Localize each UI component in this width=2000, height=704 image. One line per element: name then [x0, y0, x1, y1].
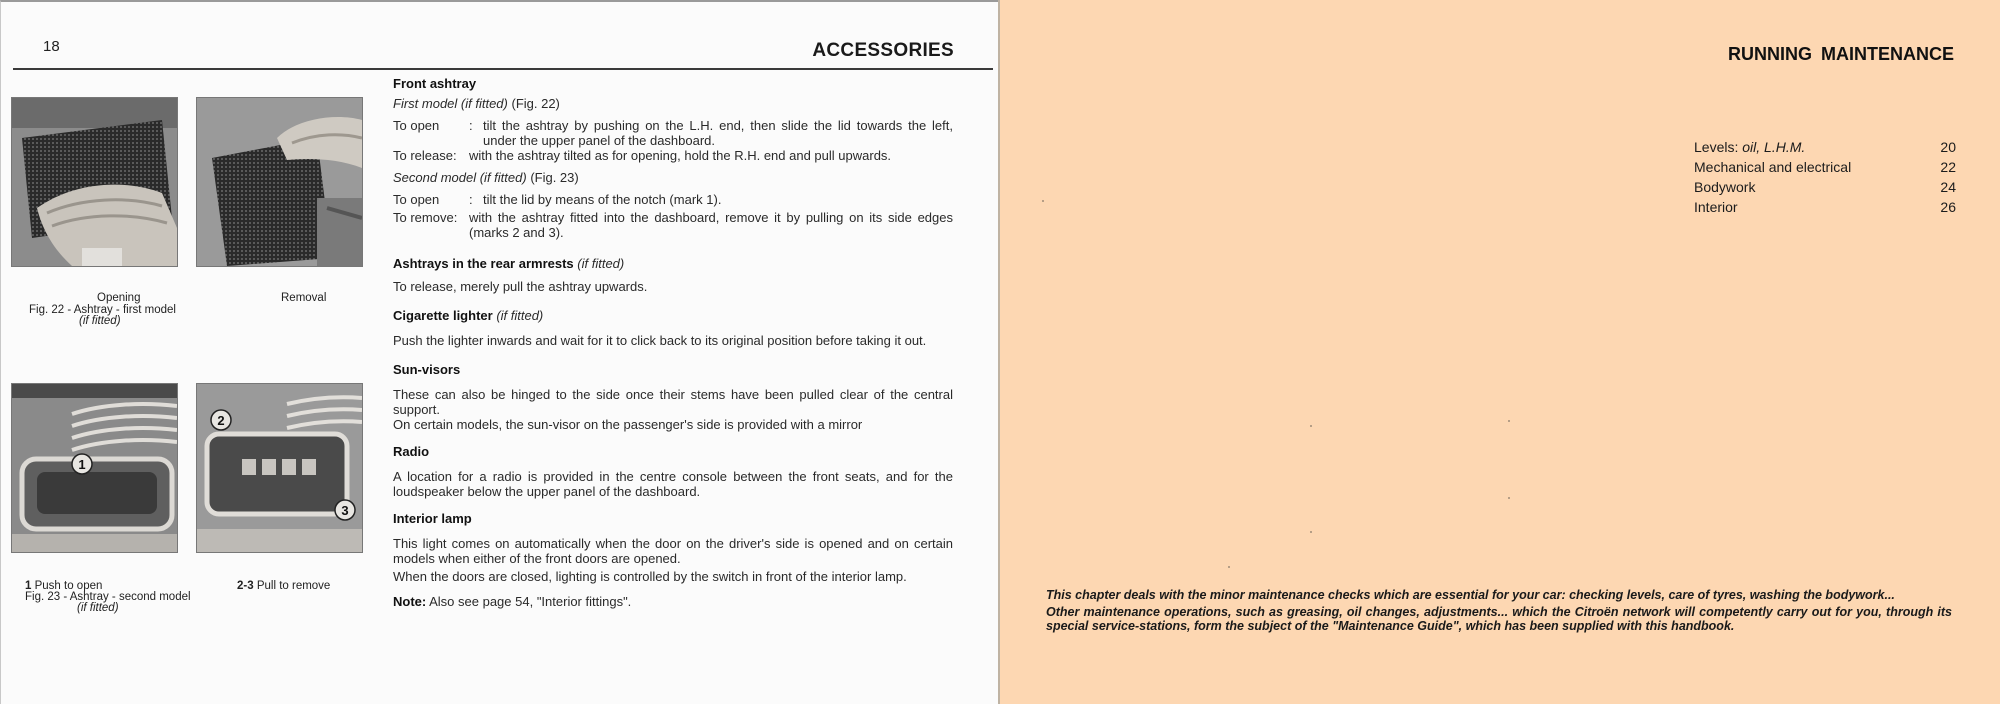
fig23-fitted: (if fitted) — [77, 602, 119, 614]
sun-visors-text2: On certain models, the sun-visor on the passenger's side is provided with a mirror — [393, 417, 863, 432]
front-ashtray-heading: Front ashtray — [393, 76, 477, 91]
first-release-row: To release: with the ashtray tilted as for opening, hold the R.H. end and pull upwards. — [393, 148, 892, 163]
second-model-line: Second model (if fitted) (Fig. 23) — [393, 170, 579, 185]
radio-heading: Radio — [393, 444, 430, 459]
interior-lamp-text2: When the doors are closed, lighting is controlled by the switch in front of the interior lamp. — [393, 569, 907, 584]
rear-ashtrays-text: To release, merely pull the ashtray upwards. — [393, 279, 648, 294]
fig23-title: Fig. 23 - Ashtray - second model — [25, 591, 191, 603]
fig22-opening-photo — [11, 97, 178, 267]
fig22-title: Fig. 22 - Ashtray - first model — [29, 304, 176, 316]
marker-3: 3 — [341, 503, 349, 518]
interior-lamp-text1: This light comes on automatically when the door on the driver's side is opened and on certain models when either of the front doors are opened. — [393, 536, 953, 566]
sun-visors-heading: Sun-visors — [393, 362, 461, 377]
page-number: 18 — [43, 38, 60, 55]
sun-visors-text1: These can also be hinged to the side once their stems have been pulled clear of the central support. — [393, 387, 953, 417]
first-open-row: To open : tilt the ashtray by pushing on the L.H. end, then slide the lid towards the left, under the upper panel of the dashboard. — [393, 118, 953, 148]
text-column — [393, 74, 953, 609]
interior-lamp-heading: Interior lamp — [393, 511, 472, 526]
chapter-note-2: Other maintenance operations, such as greasing, oil changes, adjustments... which the Citroën network will competently carry out for you, through its special service-stations, form the subject of the "Maintenance Guide", which has been supplied with this handbook. — [1046, 605, 1952, 633]
toc-item-levels[interactable]: Levels: oil, L.H.M. 20 — [1694, 139, 1956, 155]
header-rule — [13, 68, 993, 70]
chapter-note-1: This chapter deals with the minor maintenance checks which are essential for your car: checking levels, care of tyres, washing the bodywork... — [1046, 588, 1895, 602]
fig22-removal-photo — [196, 97, 363, 267]
fig23-caption-open: 1 Push to open — [25, 580, 103, 592]
right-page — [1000, 0, 2000, 704]
toc-item-mechanical[interactable]: Mechanical and electrical 22 — [1694, 159, 1956, 175]
paper-speck — [1042, 200, 1044, 202]
second-open-row: To open : tilt the lid by means of the notch (mark 1). — [393, 192, 722, 207]
fig22-caption-opening: Opening — [97, 292, 141, 304]
cigarette-lighter-heading: Cigarette lighter (if fitted) — [393, 308, 544, 323]
paper-speck — [1310, 425, 1312, 427]
paper-speck — [1508, 420, 1510, 422]
marker-2: 2 — [217, 413, 225, 428]
marker-1: 1 — [78, 457, 86, 472]
fig23-open-photo — [11, 383, 178, 553]
fig23-remove-photo — [196, 383, 363, 553]
toc-item-interior[interactable]: Interior 26 — [1694, 199, 1956, 215]
page-title: ACCESSORIES — [812, 40, 954, 61]
fig23-caption-remove: 2-3 Pull to remove — [237, 580, 331, 592]
radio-text: A location for a radio is provided in the centre console between the front seats, and for the loudspeaker below the upper panel of the dashboard. — [393, 469, 953, 499]
second-remove-row: To remove: with the ashtray fitted into the dashboard, remove it by pulling on its side edges (marks 2 and 3). — [393, 210, 953, 240]
chapter-note — [1046, 588, 1952, 633]
fig22-fitted: (if fitted) — [79, 315, 121, 327]
paper-speck — [1228, 566, 1230, 568]
table-of-contents — [1694, 137, 1956, 217]
first-model-line: First model (if fitted) (Fig. 22) — [393, 96, 560, 111]
paper-speck — [1310, 531, 1312, 533]
toc-item-bodywork[interactable]: Bodywork 24 — [1694, 179, 1956, 195]
fig22-caption-removal: Removal — [281, 292, 327, 304]
cigarette-lighter-text: Push the lighter inwards and wait for it to click back to its original position before taking it out. — [393, 333, 927, 348]
paper-speck — [1508, 497, 1510, 499]
note-line: Note: Also see page 54, "Interior fittings". — [393, 594, 632, 609]
left-page — [0, 0, 998, 704]
rear-ashtrays-heading: Ashtrays in the rear armrests (if fitted) — [393, 256, 625, 271]
right-page-title: RUNNING MAINTENANCE — [1728, 44, 1954, 64]
